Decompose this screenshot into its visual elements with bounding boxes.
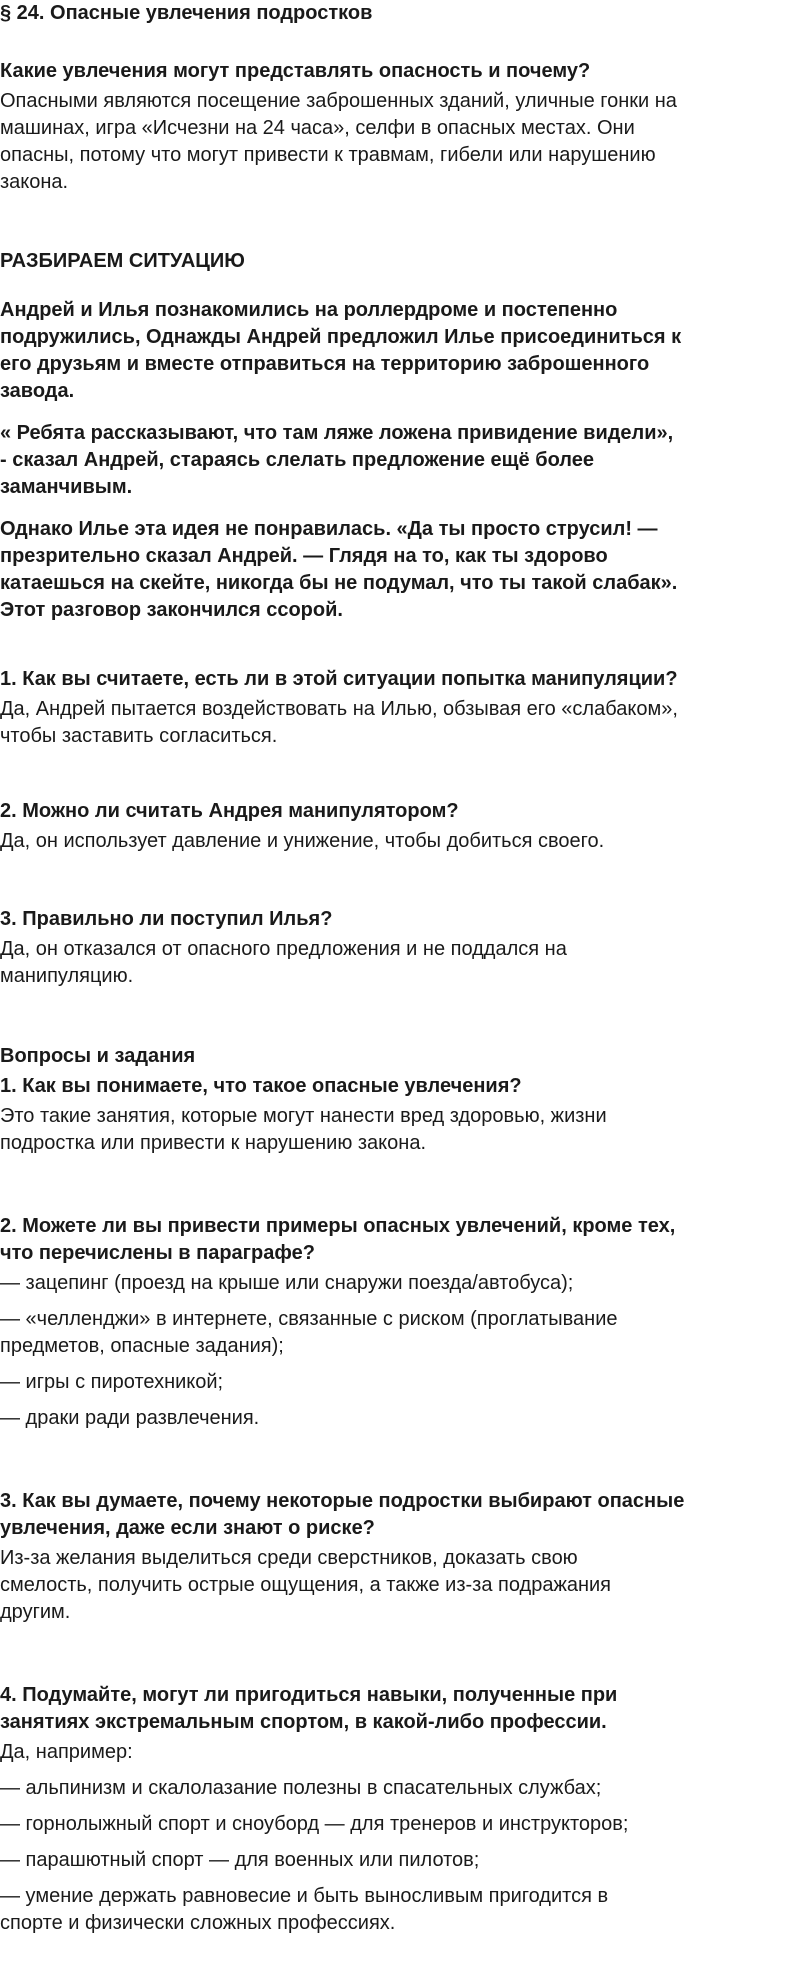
task-question: что перечислены в параграфе? <box>0 1242 315 1264</box>
task-answer-line: Это такие занятия, которые могут нанести вред здоровью, жизни <box>0 1105 607 1127</box>
intro-answer-line: закона. <box>0 171 69 193</box>
situation-text-line: Андрей и Илья познакомились на роллердроме и постепенно <box>0 299 618 321</box>
situation-answer-line: манипуляцию. <box>0 965 134 987</box>
intro-answer-line: машинах, игра «Исчезни на 24 часа», селфи в опасных местах. Они <box>0 117 635 139</box>
intro-answer-line: Опасными являются посещение заброшенных зданий, уличные гонки на <box>0 90 677 112</box>
situation-question: 1. Как вы считаете, есть ли в этой ситуации попытка манипуляции? <box>0 668 678 690</box>
task-question: 3. Как вы думаете, почему некоторые подростки выбирают опасные <box>0 1490 685 1512</box>
task-question: 4. Подумайте, могут ли пригодиться навыки, полученные при <box>0 1684 618 1706</box>
situation-heading: РАЗБИРАЕМ СИТУАЦИЮ <box>0 250 245 272</box>
situation-text-line: - сказал Андрей, стараясь слелать предложение ещё более <box>0 449 594 471</box>
intro-answer-line: опасны, потому что могут привести к травмам, гибели или нарушению <box>0 144 656 166</box>
situation-text-line: подружились, Однажды Андрей предложил Илье присоединиться к <box>0 326 682 348</box>
list-item: — парашютный спорт — для военных или пилотов; <box>0 1849 480 1871</box>
situation-answer-line: чтобы заставить согласиться. <box>0 725 278 747</box>
situation-text-line: заманчивым. <box>0 476 133 498</box>
situation-answer-line: Да, Андрей пытается воздействовать на Илью, обзывая его «слабаком», <box>0 698 678 720</box>
list-item: — «челленджи» в интернете, связанные с риском (проглатывание <box>0 1308 618 1330</box>
list-item: предметов, опасные задания); <box>0 1335 284 1357</box>
task-answer-line: подростка или привести к нарушению закона. <box>0 1132 426 1154</box>
situation-text-line: завода. <box>0 380 75 402</box>
situation-answer-line: Да, он использует давление и унижение, чтобы добиться своего. <box>0 830 605 852</box>
situation-text-line: Однако Илье эта идея не понравилась. «Да ты просто струсил! — <box>0 518 658 540</box>
situation-question: 3. Правильно ли поступил Илья? <box>0 908 333 930</box>
list-item: спорте и физически сложных профессиях. <box>0 1912 396 1934</box>
situation-text-line: Этот разговор закончился ссорой. <box>0 599 343 621</box>
task-answer-line: Из-за желания выделиться среди сверстников, доказать свою <box>0 1547 578 1569</box>
list-item: — альпинизм и скалолазание полезны в спасательных службах; <box>0 1777 602 1799</box>
list-item: — горнолыжный спорт и сноуборд — для тренеров и инструкторов; <box>0 1813 629 1835</box>
intro-question: Какие увлечения могут представлять опасность и почему? <box>0 60 591 82</box>
list-item: — умение держать равновесие и быть выносливым пригодится в <box>0 1885 609 1907</box>
situation-answer-line: Да, он отказался от опасного предложения и не поддался на <box>0 938 567 960</box>
tasks-heading: Вопросы и задания <box>0 1045 196 1067</box>
task-question: занятиях экстремальным спортом, в какой-либо профессии. <box>0 1711 607 1733</box>
situation-text-line: его друзьям и вместе отправиться на территорию заброшенного <box>0 353 650 375</box>
task-answer-line: другим. <box>0 1601 71 1623</box>
task-question: увлечения, даже если знают о риске? <box>0 1517 375 1539</box>
task-answer-lead: Да, например: <box>0 1741 133 1763</box>
list-item: — игры с пиротехникой; <box>0 1371 224 1393</box>
situation-text-line: презрительно сказал Андрей. — Глядя на то, как ты здорово <box>0 545 608 567</box>
list-item: — зацепинг (проезд на крыше или снаружи поезда/автобуса); <box>0 1272 574 1294</box>
situation-text-line: катаешься на скейте, никогда бы не подумал, что ты такой слабак». <box>0 572 678 594</box>
task-question: 2. Можете ли вы привести примеры опасных увлечений, кроме тех, <box>0 1215 676 1237</box>
task-question: 1. Как вы понимаете, что такое опасные увлечения? <box>0 1075 522 1097</box>
situation-text-line: « Ребята рассказывают, что там ляже ложена привидение видели», <box>0 422 674 444</box>
page-title: § 24. Опасные увлечения подростков <box>0 2 373 24</box>
situation-question: 2. Можно ли считать Андрея манипулятором? <box>0 800 459 822</box>
list-item: — драки ради развлечения. <box>0 1407 260 1429</box>
task-answer-line: смелость, получить острые ощущения, а также из-за подражания <box>0 1574 611 1596</box>
